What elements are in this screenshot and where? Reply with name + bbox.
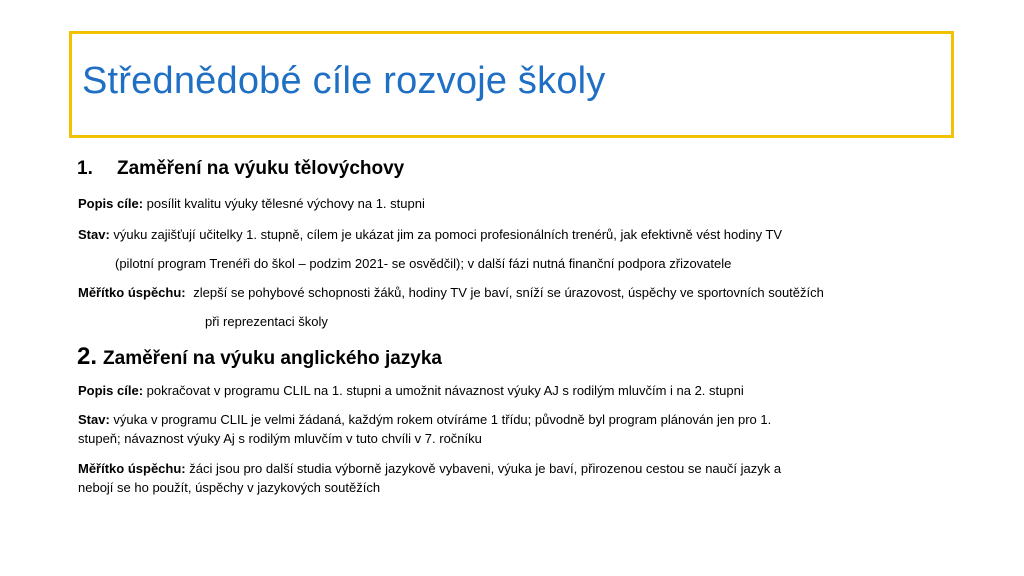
section1-heading-text: Zaměření na výuku tělovýchovy bbox=[117, 158, 405, 179]
section2-meritko bbox=[78, 461, 781, 476]
section2-stav bbox=[78, 412, 771, 427]
section1-number: 1. bbox=[77, 158, 93, 179]
section2-stav-cont bbox=[78, 431, 482, 446]
section2-stav-text-2: stupeň; návaznost výuky Aj s rodilým mluvčím v tuto chvíli v 7. ročníku bbox=[78, 431, 482, 446]
section2-heading-text: Zaměření na výuku anglického jazyka bbox=[103, 348, 442, 369]
section2-meritko-cont bbox=[78, 480, 380, 495]
section1-stav-text-1: výuku zajišťují učitelky 1. stupně, cílem je ukázat jim za pomoci profesionálních trenérů, jak efektivně vést hodiny TV bbox=[113, 227, 783, 242]
title-box bbox=[69, 31, 954, 138]
section1-meritko-text-2: při reprezentaci školy bbox=[205, 314, 328, 329]
section1-meritko-cont bbox=[205, 314, 328, 329]
section2-popis-text: pokračovat v programu CLIL na 1. stupni a umožnit návaznost výuky AJ s rodilým mluvčím i na 2. stupni bbox=[146, 383, 744, 398]
section2-number: 2. bbox=[77, 343, 98, 370]
slide-title: Střednědobé cíle rozvoje školy bbox=[82, 60, 606, 102]
section1-meritko-text-1: zlepší se pohybové schopnosti žáků, hodiny TV je baví, sníží se úrazovost, úspěchy ve sportovních soutěžích bbox=[193, 285, 824, 300]
section1-heading bbox=[77, 158, 404, 180]
section1-popis-text: posílit kvalitu výuky tělesné výchovy na 1. stupni bbox=[146, 196, 425, 211]
section2-stav-label: Stav: bbox=[78, 412, 110, 427]
section1-meritko bbox=[78, 285, 824, 300]
section2-popis-label: Popis cíle: bbox=[78, 383, 144, 398]
section2-popis bbox=[78, 383, 744, 398]
section1-popis bbox=[78, 196, 425, 211]
section1-stav-text-2: (pilotní program Trenéři do škol – podzim 2021- se osvědčil); v další fázi nutná finanční podpora zřizovatele bbox=[115, 256, 732, 271]
section2-heading bbox=[77, 343, 442, 371]
section1-stav bbox=[78, 227, 782, 242]
section1-stav-cont bbox=[115, 256, 731, 271]
section2-meritko-text-1: žáci jsou pro další studia výborně jazykově vybaveni, výuka je baví, přirozenou cestou se naučí jazyk a bbox=[189, 461, 782, 476]
section2-meritko-text-2: nebojí se ho použít, úspěchy v jazykových soutěžích bbox=[78, 480, 381, 495]
section1-meritko-label: Měřítko úspěchu: bbox=[78, 285, 186, 300]
section2-meritko-label: Měřítko úspěchu: bbox=[78, 461, 186, 476]
section1-popis-label: Popis cíle: bbox=[78, 196, 144, 211]
section2-stav-text-1: výuka v programu CLIL je velmi žádaná, každým rokem otvíráme 1 třídu; původně byl program plánován jen pro 1. bbox=[113, 412, 772, 427]
section1-stav-label: Stav: bbox=[78, 227, 110, 242]
